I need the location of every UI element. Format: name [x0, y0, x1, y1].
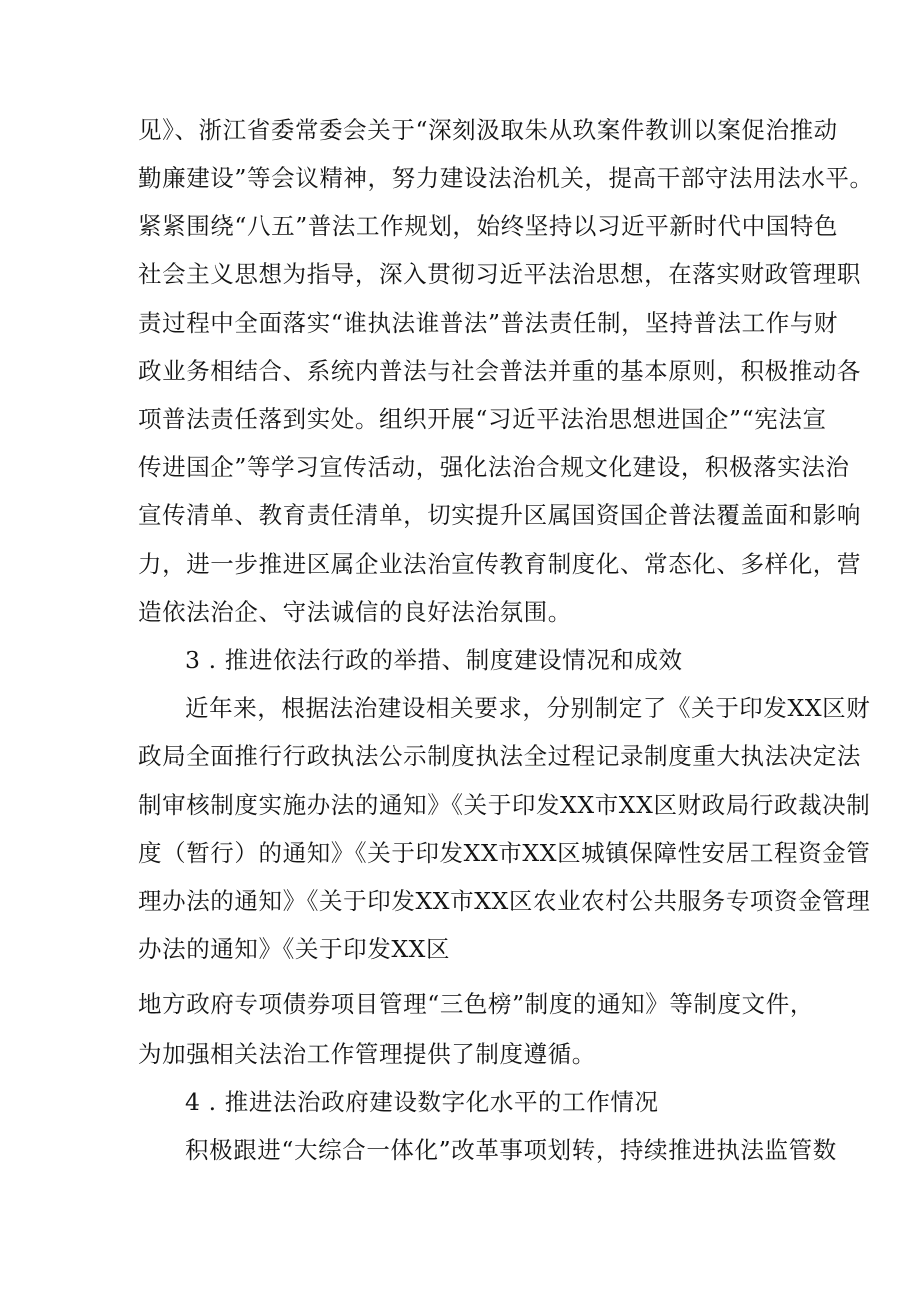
- paragraph-line: 政业务相结合、系统内普法与社会普法并重的基本原则，积极推动各: [138, 357, 861, 385]
- paragraph-line: 理办法的通知》《关于印发XX市XX区农业农村公共服务专项资金管理: [138, 887, 871, 915]
- paragraph-line: 度（暂行）的通知》《关于印发XX市XX区城镇保障性安居工程资金管: [138, 839, 871, 867]
- paragraph-line: 紧紧围绕“八五”普法工作规划，始终坚持以习近平新时代中国特色: [138, 212, 839, 240]
- paragraph-line: 地方政府专项债券项目管理“三色榜”制度的通知》等制度文件，: [138, 990, 814, 1018]
- paragraph-line: 近年来，根据法治建设相关要求，分别制定了《关于印发XX区财: [185, 694, 871, 722]
- paragraph-line: 制审核制度实施办法的通知》《关于印发XX市XX区财政局行政裁决制: [138, 791, 871, 819]
- paragraph-line: 社会主义思想为指导，深入贯彻习近平法治思想，在落实财政管理职: [138, 260, 861, 288]
- paragraph-line: 项普法责任落到实处。组织开展“习近平法治思想进国企”“宪法宣: [138, 405, 827, 433]
- paragraph-line: 造依法治企、守法诚信的良好法治氛围。: [138, 598, 572, 626]
- section-heading-3: 3 . 推进依法行政的举措、制度建设情况和成效: [185, 646, 683, 674]
- paragraph-line: 为加强相关法治工作管理提供了制度遵循。: [138, 1040, 596, 1068]
- paragraph-line: 宣传清单、教育责任清单，切实提升区属国资国企普法覆盖面和影响: [138, 501, 861, 529]
- section-heading-4: 4 . 推进法治政府建设数字化水平的工作情况: [185, 1088, 659, 1116]
- paragraph-line: 办法的通知》《关于印发XX区: [138, 935, 451, 963]
- paragraph-line: 责过程中全面落实“谁执法谁普法”普法责任制，坚持普法工作与财: [138, 309, 839, 337]
- paragraph-line: 政局全面推行行政执法公示制度执法全过程记录制度重大执法决定法: [138, 742, 861, 770]
- paragraph-line: 力，进一步推进区属企业法治宣传教育制度化、常态化、多样化，营: [138, 550, 861, 578]
- paragraph-line: 传进国企”等学习宣传活动，强化法治合规文化建设，积极落实法治: [138, 453, 850, 481]
- paragraph-line: 见》、浙江省委常委会关于“深刻汲取朱从玖案件教训以案促治推动: [138, 116, 838, 144]
- paragraph-line: 勤廉建设”等会议精神，努力建设法治机关，提高干部守法用法水平。: [138, 164, 874, 192]
- paragraph-line: 积极跟进“大综合一体化”改革事项划转，持续推进执法监管数: [185, 1136, 837, 1164]
